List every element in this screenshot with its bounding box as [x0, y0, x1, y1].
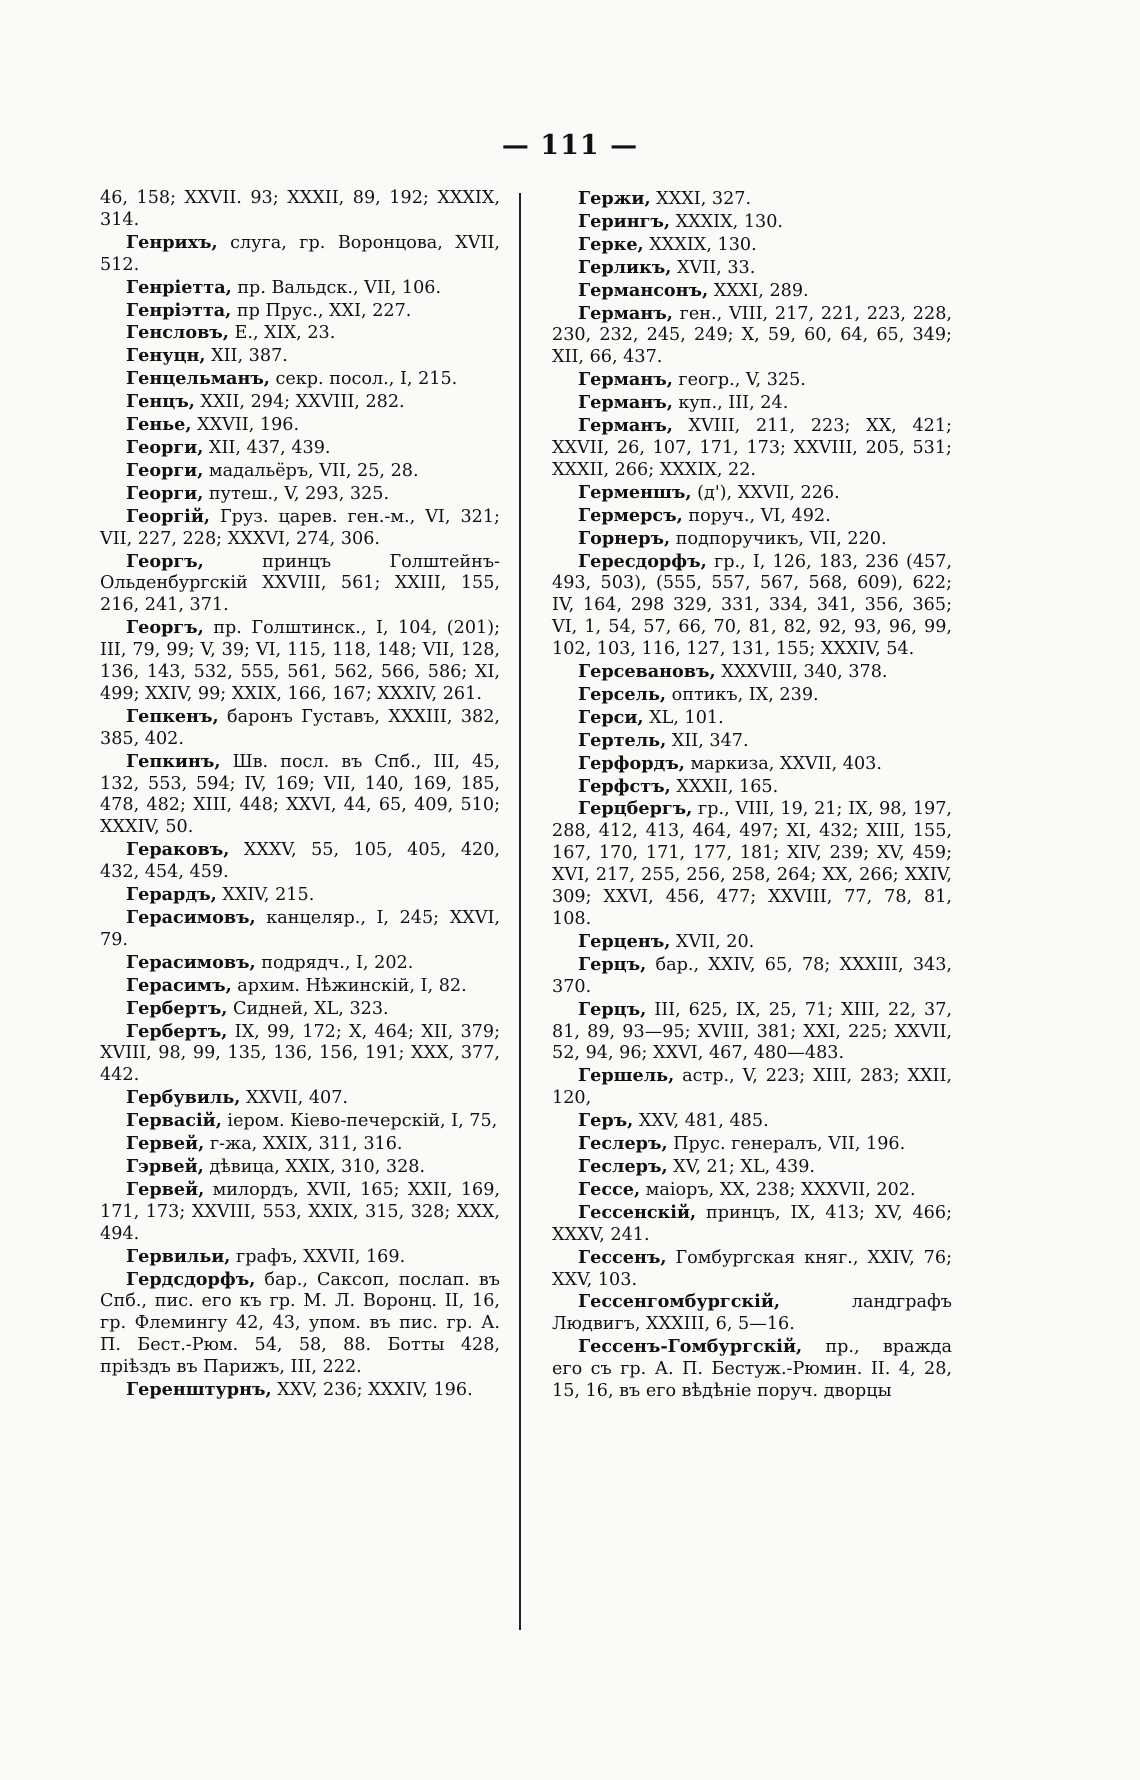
entry-headword: Георгъ, [126, 617, 204, 639]
entry-headword: Генуцн, [126, 345, 206, 367]
entry-headword: Герсевановъ, [578, 661, 716, 683]
entry-references: оптикъ, IX, 239. [666, 684, 819, 705]
index-entry [100, 952, 500, 975]
entry-references: III, 625, IX, 25, 71; XIII, 22, 37, 81, 89, 93—95; XVIII, 381; XXI, 225; XXVII, 52, 94, 96; XXVI, 467, 480—483. [552, 999, 952, 1064]
entry-headword: Гервильи, [126, 1245, 231, 1267]
entry-references: XXVII, 196. [191, 415, 300, 436]
entry-references: геогр., V, 325. [672, 370, 806, 391]
index-entry [552, 505, 952, 528]
entry-headword: Георги, [126, 436, 204, 458]
entry-references: XL, 101. [643, 707, 724, 728]
entry-references: XXXV, 55, 105, 405, 420, 432, 454, 459. [100, 840, 500, 883]
entry-headword: Гессенскій, [578, 1201, 697, 1223]
entry-references: Прус. генералъ, VII, 196. [667, 1134, 906, 1155]
entry-headword: Герликъ, [578, 256, 672, 278]
index-entry [552, 528, 952, 551]
index-entry [552, 1110, 952, 1133]
entry-headword: Герцбергъ, [578, 798, 693, 820]
entry-headword: Гершель, [578, 1065, 675, 1087]
index-entry [100, 437, 500, 460]
index-entry [100, 188, 500, 232]
entry-headword: Гертель, [578, 729, 667, 751]
index-entry [552, 1291, 952, 1336]
entry-references: XXIV, 215. [216, 885, 315, 906]
entry-references: (д'), XXVII, 226. [691, 482, 840, 503]
entry-headword: Гержи, [578, 188, 651, 209]
index-entry [100, 1087, 500, 1110]
index-entry [552, 280, 952, 303]
index-entry [100, 1246, 500, 1269]
entry-references: маіоръ, XX, 238; XXXVII, 202. [640, 1179, 916, 1200]
entry-headword: Гервасій, [126, 1110, 222, 1132]
index-entry [552, 999, 952, 1066]
index-entry [100, 706, 500, 751]
entry-headword: Геръ, [578, 1110, 634, 1132]
entry-headword: Герфордъ, [578, 752, 685, 774]
column-divider [519, 193, 521, 1630]
entry-references: дѣвица, XXIX, 310, 328. [203, 1156, 426, 1177]
entry-references: мадальёръ, VII, 25, 28. [203, 460, 419, 481]
index-entry [100, 232, 500, 277]
entry-references: баронъ Густавъ, XXXIII, 382, 385, 402. [100, 706, 500, 749]
entry-headword: Герцъ, [578, 953, 647, 975]
entry-references: IX, 99, 172; X, 464; XII, 379; XVIII, 98, 99, 135, 136, 156, 191; XXX, 377, 442. [100, 1021, 500, 1086]
index-entry [552, 188, 952, 211]
entry-references: путеш., V, 293, 325. [203, 483, 390, 504]
index-entry [100, 345, 500, 368]
entry-references: XXXIX, 130. [669, 211, 783, 232]
entry-headword: Гепкинъ, [126, 750, 221, 772]
entry-headword: Герасимъ, [126, 974, 232, 996]
entry-headword: Гепкенъ, [126, 705, 219, 727]
index-entry [100, 368, 500, 391]
entry-references: астр., V, 223; XIII, 283; XXII, 120, [552, 1066, 952, 1109]
index-entry [100, 483, 500, 506]
entry-headword: Герингъ, [578, 210, 670, 232]
index-entry [552, 1179, 952, 1202]
entry-references: архим. Нѣжинскій, I, 82. [231, 975, 467, 996]
entry-references: XXXII, 165. [670, 776, 779, 797]
index-entry [552, 661, 952, 684]
entry-references: подрядч., I, 202. [255, 952, 414, 973]
index-entry [552, 753, 952, 776]
right-column [552, 188, 952, 1403]
entry-headword: Герардъ, [126, 884, 217, 906]
entry-references: XII, 437, 439. [203, 437, 331, 458]
entry-headword: Германъ, [578, 415, 673, 437]
entry-references: XII, 387. [205, 346, 288, 367]
entry-references: гр., I, 126, 183, 236 (457, 493, 503), (555, 557, 567, 568, 609), 622; IV, 164, 298 329, 331, 334, 341, 356, 365; VI, 1, 54, 57, 66, 70, 81, 82, 92, 93, 96, 99, 102, 103, 116, 127, 131, 155; XXXIV, 54. [552, 551, 952, 660]
index-entry [552, 211, 952, 234]
entry-headword: Гераковъ, [126, 839, 230, 861]
left-column [100, 188, 500, 1402]
entry-references: Е., XIX, 23. [228, 323, 336, 344]
index-entry [100, 1133, 500, 1156]
entry-references: милордъ, XVII, 165; XXII, 169, 171, 173; XXVIII, 553, XXIX, 315, 328; XXX, 494. [100, 1179, 500, 1244]
entry-headword: Георги, [126, 459, 204, 481]
index-entry [100, 1021, 500, 1088]
index-entry [100, 884, 500, 907]
index-entry [552, 392, 952, 415]
entry-headword: Герцъ, [578, 998, 647, 1020]
entry-references: пр. Вальдск., VII, 106. [231, 277, 442, 298]
index-entry [100, 617, 500, 706]
entry-references: секр. посол., I, 215. [269, 369, 458, 390]
entry-headword: Герси, [578, 706, 644, 728]
entry-headword: Герсель, [578, 683, 667, 705]
entry-references: Груз. царев. ген.-м., VI, 321; VII, 227, 228; XXXVI, 274, 306. [100, 506, 500, 549]
index-entry [552, 798, 952, 930]
index-entry [552, 776, 952, 799]
entry-headword: Генцельманъ, [126, 368, 270, 390]
index-entry [552, 931, 952, 954]
entry-references: слуга, гр. Воронцова, XVII, 512. [100, 232, 500, 275]
entry-headword: Герасимовъ, [126, 907, 256, 928]
entry-headword: Гессенъ-Гомбургскій, [578, 1336, 803, 1358]
entry-headword: Герценъ, [578, 930, 671, 952]
index-entry [552, 415, 952, 482]
entry-headword: Генрихъ, [126, 231, 218, 253]
index-entry [552, 1133, 952, 1156]
index-entry [100, 839, 500, 884]
entry-headword: Гессе, [578, 1178, 641, 1200]
entry-references: пр. Голштинск., I, 104, (201); III, 79, 99; V, 39; VI, 115, 118, 148; VII, 128, 136, 143, 532, 555, 561, 562, 566, 586; XI, 499; XXIV, 99; XXIX, 166, 167; XXXIV, 261. [100, 618, 500, 704]
entry-references: маркиза, XXVII, 403. [684, 753, 882, 774]
entry-headword: Генсловъ, [126, 322, 229, 344]
entry-references: XVII, 33. [671, 257, 756, 278]
entry-references: XXXIX, 130. [643, 234, 757, 255]
entry-headword: Гердсдорфъ, [126, 1268, 256, 1290]
index-entry [552, 1202, 952, 1247]
entry-headword: Герфстъ, [578, 775, 671, 797]
page-number: — 111 — [501, 130, 639, 161]
entry-references: XII, 347. [666, 730, 749, 751]
entry-references: принцъ Голштейнъ-Ольденбургскій XXVIII, 561; XXIII, 155, 216, 241, 371. [100, 551, 500, 616]
entry-references: XXXVIII, 340, 378. [715, 662, 888, 683]
index-entry [100, 300, 500, 323]
index-entry [552, 1065, 952, 1110]
entry-headword: Георгъ, [126, 550, 204, 572]
entry-references: Гомбургская княг., XXIV, 76; XXV, 103. [552, 1247, 952, 1290]
index-entry [100, 998, 500, 1021]
index-entry [552, 707, 952, 730]
entry-references: XXV, 236; XXXIV, 196. [271, 1380, 473, 1401]
index-entry [552, 482, 952, 505]
index-entry [100, 1379, 500, 1402]
entry-references: ген., VIII, 217, 221, 223, 228, 230, 232, 245, 249; X, 59, 60, 64, 65, 349; XII, 66, 437. [552, 303, 952, 368]
entry-headword: Гербертъ, [126, 997, 228, 1019]
entry-headword: Гербувиль, [126, 1087, 241, 1109]
index-entry [100, 460, 500, 483]
entry-headword: Георги, [126, 482, 204, 504]
entry-headword: Гервей, [126, 1133, 205, 1155]
entry-references: куп., III, 24. [672, 393, 789, 414]
entry-headword: Гэрвей, [126, 1155, 204, 1177]
index-entry [100, 551, 500, 618]
index-entry [552, 303, 952, 370]
index-entry [552, 234, 952, 257]
entry-headword: Германъ, [578, 392, 673, 414]
index-entry [552, 551, 952, 662]
index-entry [100, 1179, 500, 1246]
index-entry [552, 684, 952, 707]
entry-references: ландграфъ Людвигъ, XXXIII, 6, 5—16. [552, 1292, 952, 1335]
index-entry [552, 257, 952, 280]
entry-references: XXV, 481, 485. [633, 1111, 769, 1132]
entry-references: г-жа, XXIX, 311, 316. [204, 1134, 403, 1155]
entry-references: пр., вражда его съ гр. А. П. Бестуж.-Рюмин. II. 4, 28, 15, 16, въ его вѣдѣніе поруч. дворцы [552, 1337, 952, 1402]
index-entry [552, 1336, 952, 1403]
entry-headword: Генцъ, [126, 391, 195, 413]
entry-references: канцеляр., I, 245; XXVI, 79. [100, 908, 500, 950]
index-entry [100, 1269, 500, 1380]
entry-references: принцъ, IX, 413; XV, 466; XXXV, 241. [552, 1202, 952, 1245]
entry-headword: Германъ, [578, 369, 673, 391]
index-entry [100, 751, 500, 840]
entry-headword: Геслеръ, [578, 1155, 668, 1177]
entry-headword: Гессенгомбургскій, [578, 1291, 780, 1313]
index-entry [100, 277, 500, 300]
entry-references: бар., Саксоп, послап. въ Спб., пис. его къ гр. М. Л. Воронц. II, 16, гр. Флемингу 42, 43, упом. въ пис. гр. А. П. Бест.-Рюм. 54, 58, 88. Ботты 428, пріѣздъ въ Парижъ, III, 222. [100, 1269, 500, 1378]
entry-references: XXII, 294; XXVIII, 282. [194, 392, 405, 413]
entry-headword: Герасимовъ, [126, 951, 256, 973]
index-entry [100, 391, 500, 414]
entry-references: Сидней, XL, 323. [227, 998, 389, 1019]
entry-headword: Гервей, [126, 1178, 205, 1200]
entry-references: XVII, 20. [670, 931, 755, 952]
entry-headword: Генріетта, [126, 276, 232, 298]
entry-references: пр Прус., XXI, 227. [231, 300, 412, 321]
entry-headword: Герке, [578, 233, 644, 255]
entry-references: подпоручикъ, VII, 220. [670, 528, 887, 549]
index-entry [552, 1247, 952, 1292]
entry-headword: Герменшъ, [578, 481, 692, 503]
entry-headword: Геренштурнъ, [126, 1379, 272, 1401]
index-entry [100, 1110, 500, 1133]
entry-headword: Георгій, [126, 505, 211, 527]
entry-references: Шв. посл. въ Спб., III, 45, 132, 553, 594; IV, 169; VII, 140, 169, 185, 478, 482; XIII, 448; XXVI, 44, 65, 409, 510; XXXIV, 50. [100, 751, 500, 838]
index-entry [100, 975, 500, 998]
entry-headword: Горнеръ, [578, 527, 671, 549]
index-entry [100, 506, 500, 551]
entry-headword: Гересдорфъ, [578, 550, 707, 572]
entry-headword: Гермерсъ, [578, 504, 683, 526]
entry-references: XV, 21; XL, 439. [667, 1156, 815, 1177]
entry-references: XXXI, 289. [708, 280, 809, 301]
index-entry [100, 1156, 500, 1179]
index-entry [100, 907, 500, 952]
entry-headword: Германъ, [578, 302, 673, 324]
entry-references: поруч., VI, 492. [682, 505, 831, 526]
index-entry [100, 414, 500, 437]
entry-references: 46, 158; XXVII. 93; XXXII, 89, 192; XXXIX, 314. [100, 188, 500, 230]
entry-references: XXVII, 407. [240, 1088, 348, 1109]
entry-headword: Геслеръ, [578, 1133, 668, 1155]
entry-references: гр., VIII, 19, 21; IX, 98, 197, 288, 412, 413, 464, 497; XI, 432; XIII, 155, 167, 170, 171, 177, 181; XIV, 239; XV, 459; XVI, 217, 255, 256, 258, 264; XX, 266; XXIV, 309; XXVI, 456, 477; XXVIII, 77, 78, 81, 108. [552, 799, 952, 929]
entry-headword: Гербертъ, [126, 1020, 228, 1042]
entry-references: графъ, XXVII, 169. [230, 1246, 406, 1267]
entry-headword: Генріэтта, [126, 299, 232, 321]
entry-references: бар., XXIV, 65, 78; XXXIII, 343, 370. [552, 954, 952, 997]
index-entry [552, 730, 952, 753]
entry-references: іером. Кіево-печерскій, I, 75, [221, 1111, 498, 1132]
entry-headword: Гессенъ, [578, 1246, 667, 1268]
index-entry [552, 1156, 952, 1179]
entry-headword: Генье, [126, 414, 192, 436]
entry-references: XXXI, 327. [650, 189, 752, 209]
entry-references: XVIII, 211, 223; XX, 421; XXVII, 26, 107, 171, 173; XXVIII, 205, 531; XXXII, 266; XXXIX, 22. [552, 416, 952, 480]
index-entry [100, 322, 500, 345]
index-entry [552, 369, 952, 392]
index-entry [552, 954, 952, 999]
entry-headword: Германсонъ, [578, 279, 709, 301]
